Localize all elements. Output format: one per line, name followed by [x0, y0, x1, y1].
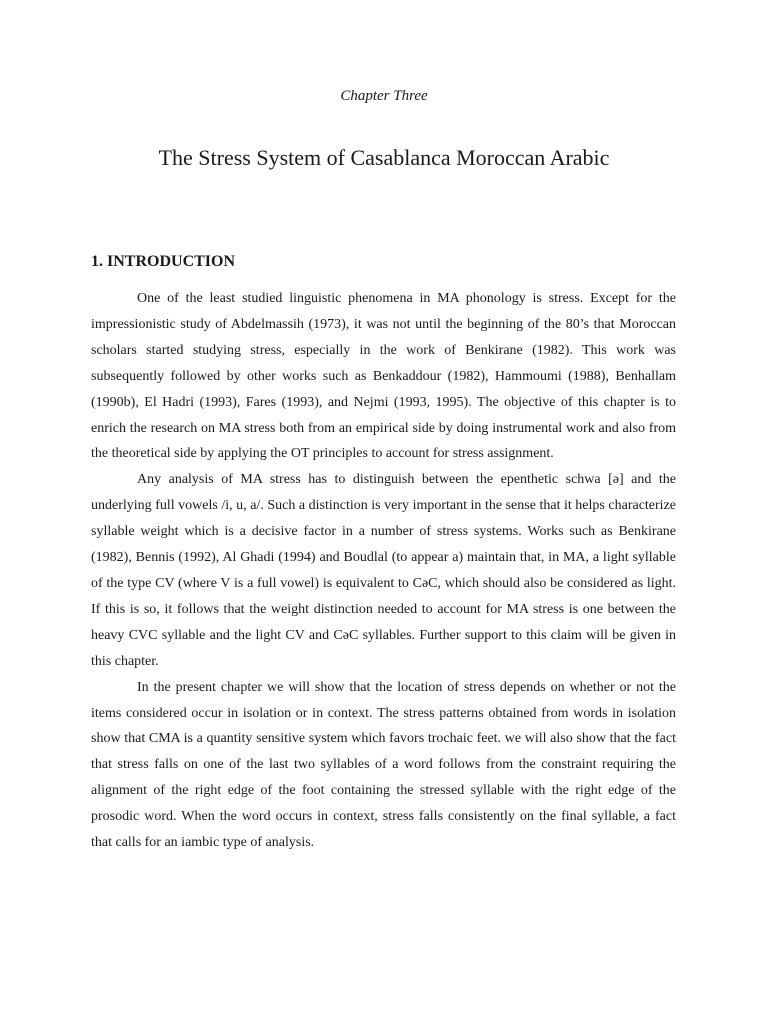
- paragraph-1: One of the least studied linguistic phenomena in MA phonology is stress. Except for the impressionistic study of Abdelmassih (1973), it was not until the beginning of the 80’s that Moroccan scholars started studying stress, especially in the work of Benkirane (1982). This work was subsequently followed by other works such as Benkaddour (1982), Hammoumi (1988), Benhallam (1990b), El Hadri (1993), Fares (1993), and Nejmi (1993, 1995). The objective of this chapter is to enrich the research on MA stress both from an empirical side by doing instrumental work and also from the theoretical side by applying the OT principles to account for stress assignment.: [91, 291, 676, 462]
- body-text: [91, 286, 676, 856]
- chapter-label: Chapter Three: [340, 88, 428, 104]
- chapter-title: The Stress System of Casablanca Moroccan Arabic: [158, 145, 610, 170]
- paragraph-2: Any analysis of MA stress has to distinguish between the epenthetic schwa [ə] and the underlying full vowels /i, u, a/. Such a distinction is very important in the sense that it helps characterize syllable weight which is a decisive factor in a number of stress systems. Works such as Benkirane (1982), Bennis (1992), Al Ghadi (1994) and Boudlal (to appear a) maintain that, in MA, a light syllable of the type CV (where V is a full vowel) is equivalent to CəC, which should also be considered as light. If this is so, it follows that the weight distinction needed to account for MA stress is one between the heavy CVC syllable and the light CV and CəC syllables. Further support to this claim will be given in this chapter.: [91, 472, 676, 669]
- paragraph-3: In the present chapter we will show that the location of stress depends on whether or not the items considered occur in isolation or in context. The stress patterns obtained from words in isolation show that CMA is a quantity sensitive system which favors trochaic feet. we will also show that the fact that stress falls on one of the last two syllables of a word follows from the constraint requiring the alignment of the right edge of the foot containing the stressed syllable with the right edge of the prosodic word. When the word occurs in context, stress falls consistently on the final syllable, a fact that calls for an iambic type of analysis.: [91, 679, 676, 851]
- section-heading: 1. INTRODUCTION: [91, 253, 236, 270]
